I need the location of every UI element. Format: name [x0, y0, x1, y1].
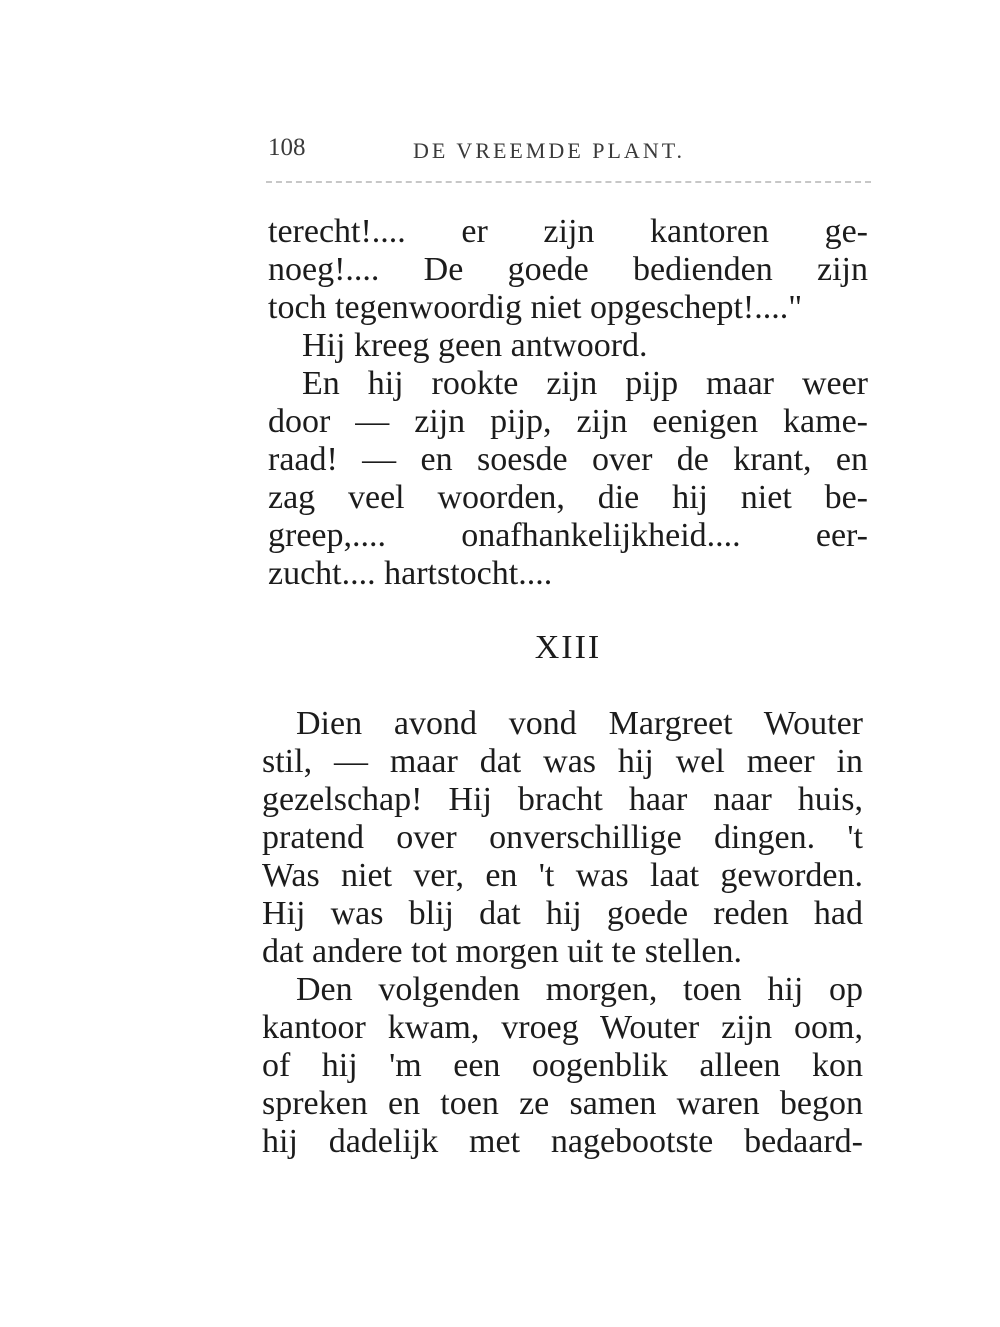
text-block-before-chapter — [268, 213, 868, 593]
text-line: Dien avond vond Margreet Wouter — [296, 705, 863, 742]
page-number: 108 — [268, 134, 306, 161]
text-line: zucht.... hartstocht.... — [268, 555, 553, 592]
text-line: Den volgenden morgen, toen hij op — [296, 971, 863, 1008]
text-line: noeg!.... De goede bedienden zijn — [268, 251, 868, 288]
text-line: gezelschap! Hij bracht haar naar huis, — [262, 781, 863, 818]
text-line: Was niet ver, en 't was laat geworden. — [262, 857, 863, 894]
text-line: dat andere tot morgen uit te stellen. — [262, 933, 742, 970]
text-line: hij dadelijk met nagebootste bedaard- — [262, 1123, 863, 1160]
text-line: zag veel woorden, die hij niet be- — [268, 479, 868, 516]
text-line: door — zijn pijp, zijn eenigen kame- — [268, 403, 868, 440]
text-block-after-chapter — [262, 705, 863, 1161]
text-line: Hij was blij dat hij goede reden had — [262, 895, 863, 932]
text-line: spreken en toen ze samen waren begon — [262, 1085, 863, 1122]
text-line: terecht!.... er zijn kantoren ge- — [268, 213, 868, 250]
text-line: of hij 'm een oogenblik alleen kon — [262, 1047, 863, 1084]
running-head — [268, 134, 728, 168]
text-line: En hij rookte zijn pijp maar weer — [302, 365, 868, 402]
text-line: greep,.... onafhankelijkheid.... eer- — [268, 517, 868, 554]
text-line: kantoor kwam, vroeg Wouter zijn oom, — [262, 1009, 863, 1046]
text-line: Hij kreeg geen antwoord. — [302, 327, 648, 364]
chapter-heading: XIII — [534, 629, 602, 666]
running-title: DE VREEMDE PLANT. — [413, 138, 686, 163]
text-line: stil, — maar dat was hij wel meer in — [262, 743, 863, 780]
header-rule — [266, 181, 871, 183]
text-line: pratend over onverschillige dingen. 't — [262, 819, 863, 856]
text-line: toch tegenwoordig niet opgeschept!...." — [268, 289, 803, 326]
text-line: raad! — en soesde over de krant, en — [268, 441, 868, 478]
